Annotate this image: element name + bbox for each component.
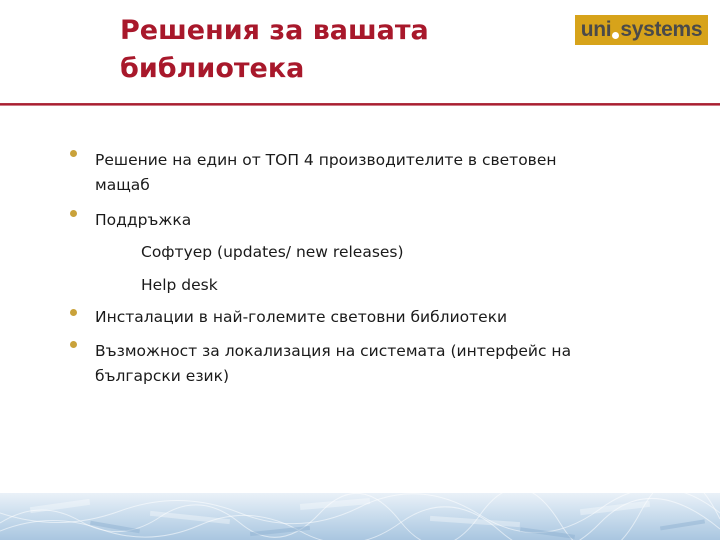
logo-text-right: systems	[620, 18, 703, 41]
bullet-item-3-line-1: Инсталации в най-големите световни библиотеки	[95, 308, 508, 326]
bullet-item-1-line-2: мащаб	[95, 176, 150, 194]
bullet-icon	[70, 341, 77, 348]
logo-dot-icon	[612, 32, 619, 39]
bullet-item-3	[95, 305, 595, 330]
footer-decoration	[0, 493, 720, 540]
slide-title-line-1: Решения за вашата	[120, 15, 429, 46]
bullet-icon	[70, 210, 77, 217]
bullet-item-1-line-1: Решение на един от ТОП 4 производителите в световен	[95, 151, 557, 169]
slide-title	[120, 12, 540, 88]
unisystems-logo	[575, 15, 708, 45]
logo-text-left: uni	[580, 18, 612, 41]
bullet-item-1	[95, 148, 595, 198]
bullet-icon	[70, 150, 77, 157]
bullet-item-4-line-2: български език)	[95, 367, 230, 385]
bullet-item-2	[95, 208, 595, 233]
bullet-item-4	[95, 339, 595, 389]
sub-item-1: Софтуер (updates/ new releases)	[141, 243, 404, 261]
bullet-item-2-line-1: Поддръжка	[95, 211, 192, 229]
bullet-item-4-line-1: Възможност за локализация на системата (интерфейс на	[95, 342, 572, 360]
title-divider	[0, 103, 720, 106]
bullet-icon	[70, 309, 77, 316]
sub-item-2: Help desk	[141, 276, 218, 294]
slide-title-line-2: библиотека	[120, 53, 305, 84]
footer-pattern	[0, 493, 720, 540]
